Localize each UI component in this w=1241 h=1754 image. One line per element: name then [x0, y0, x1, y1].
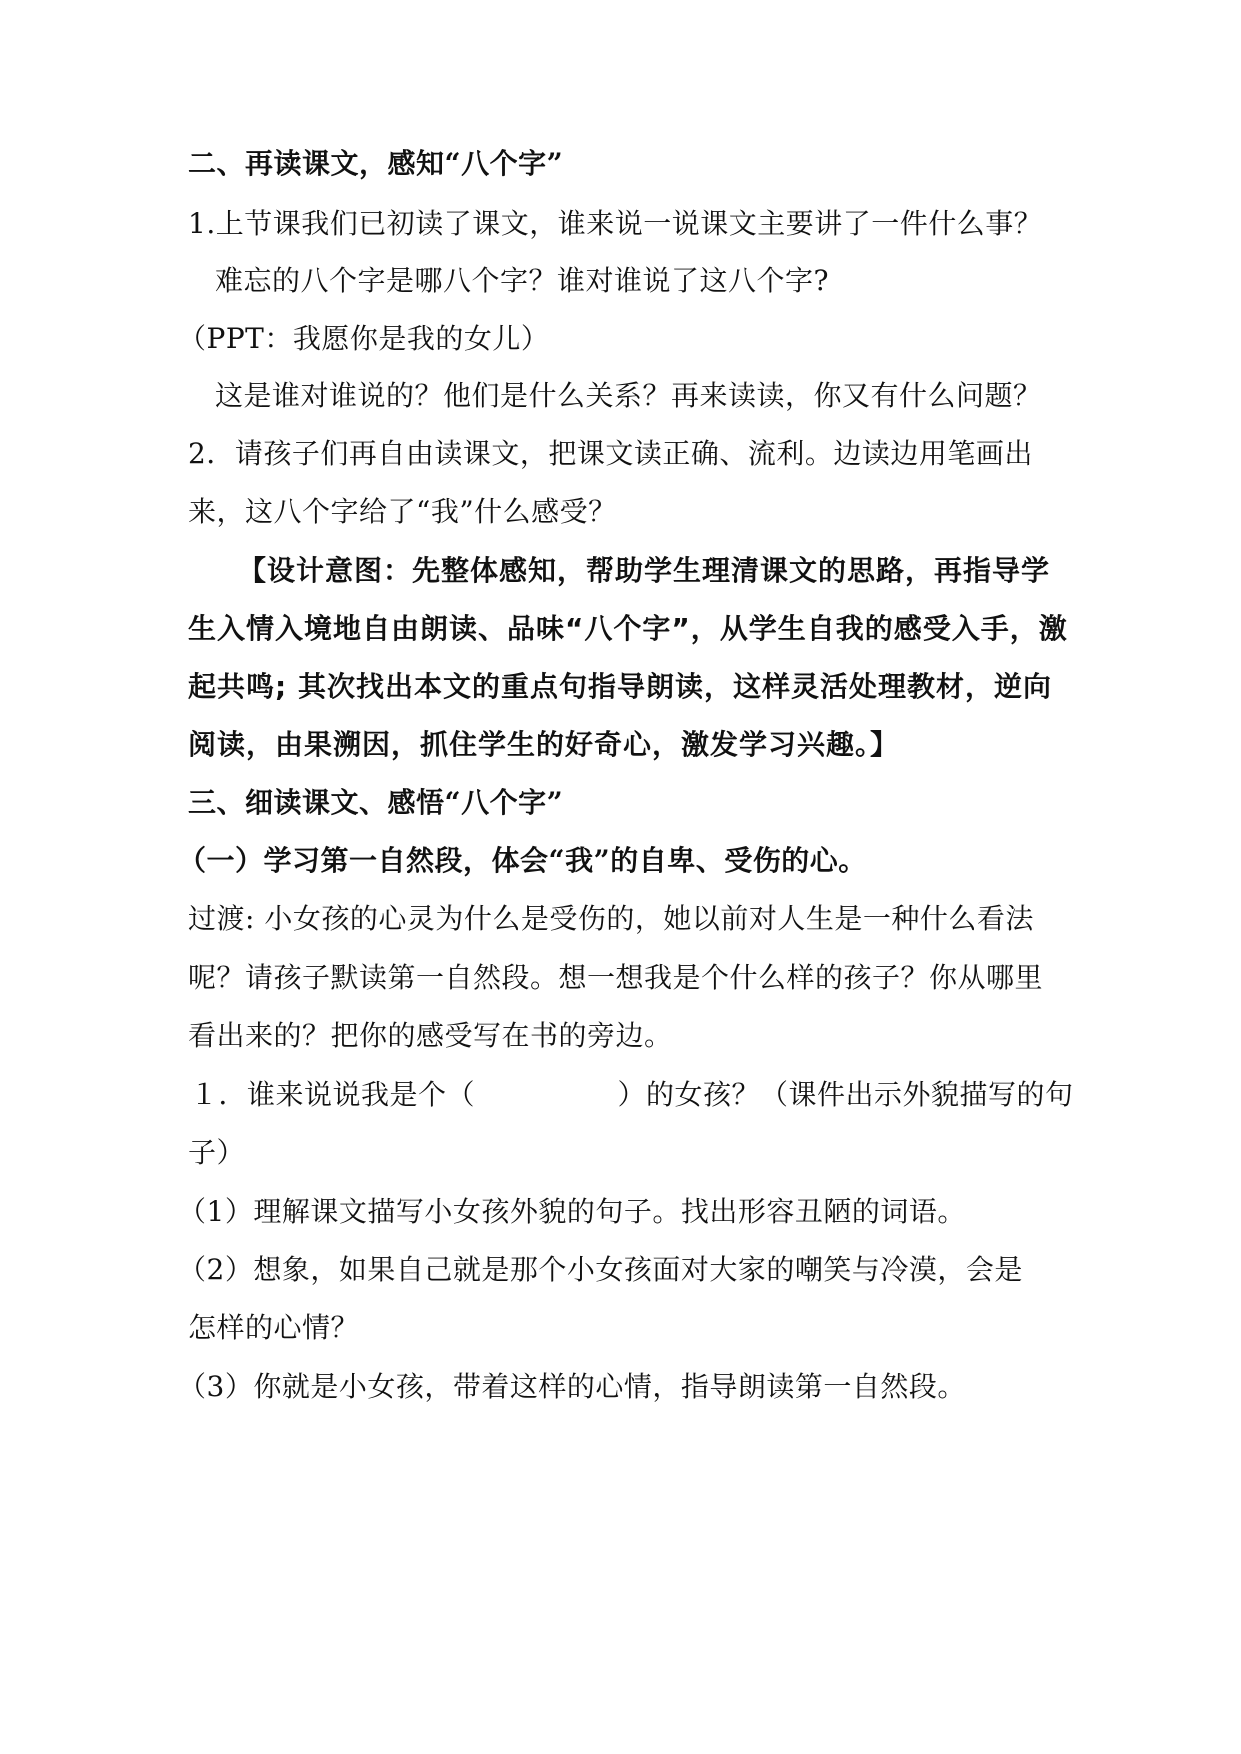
s2-ppt-note: （PPT：我愿你是我的女儿） [178, 322, 550, 355]
s2-item2-line1: 2．请孩子们再自由读课文，把课文读正确、流利。边读边用笔画出 [188, 437, 1033, 470]
design-intent-line3: 起共鸣; 其次找出本文的重点句指导朗读，这样灵活处理教材，逆向 [188, 670, 1052, 703]
section2-heading: 二、再读课文，感知“八个字” [188, 147, 564, 180]
design-intent-line4: 阅读，由果溯因，抓住学生的好奇心，激发学习兴趣。】 [188, 728, 900, 761]
transition-line1: 过渡: 小女孩的心灵为什么是受伤的，她以前对人生是一种什么看法 [188, 902, 1034, 935]
design-intent-line2: 生入情入境地自由朗读、品味“八个字”，从学生自我的感受入手，激 [188, 612, 1068, 645]
s3-question1: （1）理解课文描写小女孩外貌的句子。找出形容丑陋的词语。 [178, 1195, 966, 1228]
transition-line2: 呢？请孩子默读第一自然段。想一想我是个什么样的孩子？你从哪里 [188, 961, 1044, 994]
s3-question2-line1: （2）想象，如果自己就是那个小女孩面对大家的嘲笑与冷漠，会是 [178, 1253, 1023, 1286]
s2-item2-line2: 来，这八个字给了“我”什么感受？ [188, 495, 617, 528]
s3-item1-line2: 子） [188, 1136, 246, 1169]
s2-item1-line3: 这是谁对谁说的？他们是什么关系？再来读读，你又有什么问题？ [215, 379, 1042, 412]
section3-heading: 三、细读课文、感悟“八个字” [188, 786, 564, 819]
s3-question2-line2: 怎样的心情？ [188, 1311, 360, 1344]
s2-item1-line1: 1.上节课我们已初读了课文，谁来说一说课文主要讲了一件什么事？ [188, 207, 1043, 240]
s3-item1-line1: １．谁来说说我是个（ ）的女孩？（课件出示外貌描写的句 [190, 1078, 1074, 1111]
s3-subsection1-heading: （一）学习第一自然段，体会“我”的自卑、受伤的心。 [178, 844, 867, 877]
s3-question3: （3）你就是小女孩，带着这样的心情，指导朗读第一自然段。 [178, 1370, 966, 1403]
transition-line3: 看出来的？把你的感受写在书的旁边。 [188, 1019, 673, 1052]
s2-item1-line2: 难忘的八个字是哪八个字？谁对谁说了这八个字? [215, 264, 830, 297]
design-intent-line1: 【设计意图：先整体感知，帮助学生理清课文的思路，再指导学 [238, 554, 1051, 587]
